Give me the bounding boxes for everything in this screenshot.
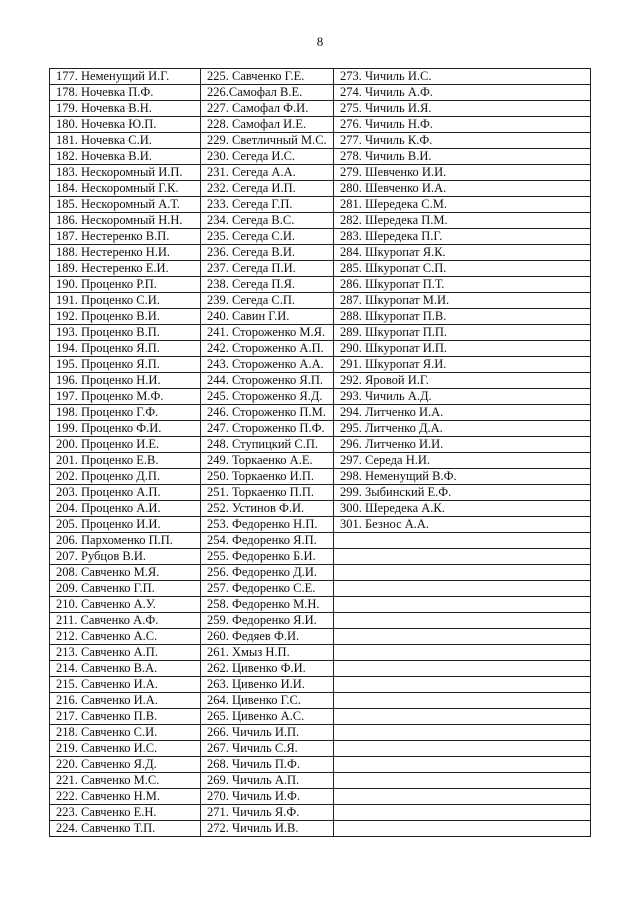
table-row xyxy=(50,69,591,85)
table-cell: 202. Проценко Д.П. xyxy=(50,469,201,485)
table-cell: 295. Литченко Д.А. xyxy=(334,421,591,437)
table-cell: 238. Сегеда П.Я. xyxy=(201,277,334,293)
table-cell: 287. Шкуропат М.И. xyxy=(334,293,591,309)
table-cell: 271. Чичиль Я.Ф. xyxy=(201,805,334,821)
table-cell: 246. Стороженко П.М. xyxy=(201,405,334,421)
table-cell: 232. Сегеда И.П. xyxy=(201,181,334,197)
table-cell xyxy=(334,709,591,725)
table-cell: 270. Чичиль И.Ф. xyxy=(201,789,334,805)
table-cell: 186. Нескоромный Н.Н. xyxy=(50,213,201,229)
table-cell: 299. Зыбинский Е.Ф. xyxy=(334,485,591,501)
table-row xyxy=(50,453,591,469)
table-cell: 189. Нестеренко Е.И. xyxy=(50,261,201,277)
table-cell: 194. Проценко Я.П. xyxy=(50,341,201,357)
table-cell: 290. Шкуропат И.П. xyxy=(334,341,591,357)
table-cell: 231. Сегеда А.А. xyxy=(201,165,334,181)
table-cell: 184. Нескоромный Г.К. xyxy=(50,181,201,197)
table-row xyxy=(50,261,591,277)
table-row xyxy=(50,629,591,645)
table-cell: 188. Нестеренко Н.И. xyxy=(50,245,201,261)
table-cell: 203. Проценко А.П. xyxy=(50,485,201,501)
table-cell: 273. Чичиль И.С. xyxy=(334,69,591,85)
table-cell: 221. Савченко М.С. xyxy=(50,773,201,789)
table-cell: 278. Чичиль В.И. xyxy=(334,149,591,165)
table-cell: 294. Литченко И.А. xyxy=(334,405,591,421)
table-cell: 268. Чичиль П.Ф. xyxy=(201,757,334,773)
table-cell: 212. Савченко А.С. xyxy=(50,629,201,645)
table-cell: 256. Федоренко Д.И. xyxy=(201,565,334,581)
table-cell: 218. Савченко С.И. xyxy=(50,725,201,741)
table-cell: 255. Федоренко Б.И. xyxy=(201,549,334,565)
table-cell: 298. Неменущий В.Ф. xyxy=(334,469,591,485)
table-cell: 253. Федоренко Н.П. xyxy=(201,517,334,533)
table-cell xyxy=(334,789,591,805)
table-cell: 259. Федоренко Я.И. xyxy=(201,613,334,629)
table-cell: 277. Чичиль К.Ф. xyxy=(334,133,591,149)
table-cell: 248. Ступицкий С.П. xyxy=(201,437,334,453)
table-cell: 201. Проценко Е.В. xyxy=(50,453,201,469)
table-cell: 197. Проценко М.Ф. xyxy=(50,389,201,405)
table-cell: 195. Проценко Я.П. xyxy=(50,357,201,373)
table-row xyxy=(50,581,591,597)
table-cell xyxy=(334,565,591,581)
table-cell: 258. Федоренко М.Н. xyxy=(201,597,334,613)
table-cell: 192. Проценко В.И. xyxy=(50,309,201,325)
table-row xyxy=(50,245,591,261)
table-row xyxy=(50,309,591,325)
table-row xyxy=(50,565,591,581)
table-cell: 233. Сегеда Г.П. xyxy=(201,197,334,213)
table-cell: 230. Сегеда И.С. xyxy=(201,149,334,165)
table-cell: 275. Чичиль И.Я. xyxy=(334,101,591,117)
table-cell xyxy=(334,741,591,757)
table-row xyxy=(50,661,591,677)
table-cell: 293. Чичиль А.Д. xyxy=(334,389,591,405)
table-cell: 239. Сегеда С.П. xyxy=(201,293,334,309)
table-row xyxy=(50,373,591,389)
table-row xyxy=(50,773,591,789)
table-row xyxy=(50,85,591,101)
table-cell: 215. Савченко И.А. xyxy=(50,677,201,693)
table-cell: 205. Проценко И.И. xyxy=(50,517,201,533)
table-cell: 288. Шкуропат П.В. xyxy=(334,309,591,325)
table-row xyxy=(50,293,591,309)
table-cell xyxy=(334,773,591,789)
table-cell: 182. Ночевка В.И. xyxy=(50,149,201,165)
table-cell: 244. Стороженко Я.П. xyxy=(201,373,334,389)
table-cell: 191. Проценко С.И. xyxy=(50,293,201,309)
table-cell: 291. Шкуропат Я.И. xyxy=(334,357,591,373)
table-row xyxy=(50,165,591,181)
table-cell: 242. Стороженко А.П. xyxy=(201,341,334,357)
table-cell xyxy=(334,725,591,741)
table-cell: 214. Савченко В.А. xyxy=(50,661,201,677)
table-cell xyxy=(334,581,591,597)
table-cell: 274. Чичиль А.Ф. xyxy=(334,85,591,101)
table-cell: 179. Ночевка В.Н. xyxy=(50,101,201,117)
table-cell: 300. Шередека А.К. xyxy=(334,501,591,517)
table-cell: 220. Савченко Я.Д. xyxy=(50,757,201,773)
table-cell: 178. Ночевка П.Ф. xyxy=(50,85,201,101)
table-cell: 229. Светличный М.С. xyxy=(201,133,334,149)
table-row xyxy=(50,213,591,229)
table-cell: 180. Ночевка Ю.П. xyxy=(50,117,201,133)
table-cell: 284. Шкуропат Я.К. xyxy=(334,245,591,261)
table-row xyxy=(50,725,591,741)
table-cell: 237. Сегеда П.И. xyxy=(201,261,334,277)
table-cell xyxy=(334,597,591,613)
table-cell: 247. Стороженко П.Ф. xyxy=(201,421,334,437)
table-cell xyxy=(334,693,591,709)
table-cell: 208. Савченко М.Я. xyxy=(50,565,201,581)
table-cell xyxy=(334,677,591,693)
table-cell: 283. Шередека П.Г. xyxy=(334,229,591,245)
table-cell: 251. Торкаенко П.П. xyxy=(201,485,334,501)
table-row xyxy=(50,341,591,357)
table-cell: 296. Литченко И.И. xyxy=(334,437,591,453)
table-cell: 223. Савченко Е.Н. xyxy=(50,805,201,821)
table-cell: 241. Стороженко М.Я. xyxy=(201,325,334,341)
table-row xyxy=(50,677,591,693)
table-row xyxy=(50,517,591,533)
table-cell: 224. Савченко Т.П. xyxy=(50,821,201,837)
table-cell: 226.Самофал В.Е. xyxy=(201,85,334,101)
table-cell: 183. Нескоромный И.П. xyxy=(50,165,201,181)
table-cell: 280. Шевченко И.А. xyxy=(334,181,591,197)
table-cell: 267. Чичиль С.Я. xyxy=(201,741,334,757)
table-cell: 216. Савченко И.А. xyxy=(50,693,201,709)
table-cell: 263. Цивенко И.И. xyxy=(201,677,334,693)
table-cell: 219. Савченко И.С. xyxy=(50,741,201,757)
table-row xyxy=(50,389,591,405)
table-row xyxy=(50,469,591,485)
table-cell xyxy=(334,629,591,645)
table-row xyxy=(50,277,591,293)
table-cell: 217. Савченко П.В. xyxy=(50,709,201,725)
table-cell: 199. Проценко Ф.И. xyxy=(50,421,201,437)
table-cell: 252. Устинов Ф.И. xyxy=(201,501,334,517)
table-cell: 227. Самофал Ф.И. xyxy=(201,101,334,117)
table-row xyxy=(50,741,591,757)
table-cell xyxy=(334,805,591,821)
table-cell xyxy=(334,661,591,677)
table-row xyxy=(50,229,591,245)
table-cell: 285. Шкуропат С.П. xyxy=(334,261,591,277)
table-row xyxy=(50,421,591,437)
table-cell: 234. Сегеда В.С. xyxy=(201,213,334,229)
table-cell: 289. Шкуропат П.П. xyxy=(334,325,591,341)
table-cell: 281. Шередека С.М. xyxy=(334,197,591,213)
table-cell xyxy=(334,645,591,661)
table-cell: 225. Савченко Г.Е. xyxy=(201,69,334,85)
table-cell: 292. Яровой И.Г. xyxy=(334,373,591,389)
table-cell: 243. Стороженко А.А. xyxy=(201,357,334,373)
table-cell: 177. Неменущий И.Г. xyxy=(50,69,201,85)
table-cell: 196. Проценко Н.И. xyxy=(50,373,201,389)
table-cell: 211. Савченко А.Ф. xyxy=(50,613,201,629)
table-cell: 286. Шкуропат П.Т. xyxy=(334,277,591,293)
table-row xyxy=(50,821,591,837)
table-cell xyxy=(334,757,591,773)
table-row xyxy=(50,597,591,613)
page-number: 8 xyxy=(316,34,324,49)
table-row xyxy=(50,645,591,661)
table-row xyxy=(50,693,591,709)
table-cell: 200. Проценко И.Е. xyxy=(50,437,201,453)
table-row xyxy=(50,357,591,373)
table-cell: 269. Чичиль А.П. xyxy=(201,773,334,789)
table-cell: 240. Савин Г.И. xyxy=(201,309,334,325)
table-row xyxy=(50,325,591,341)
table-cell: 279. Шевченко И.И. xyxy=(334,165,591,181)
table-cell: 245. Стороженко Я.Д. xyxy=(201,389,334,405)
names-table xyxy=(49,68,591,837)
table-row xyxy=(50,501,591,517)
table-row xyxy=(50,757,591,773)
table-row xyxy=(50,485,591,501)
table-row xyxy=(50,117,591,133)
table-cell: 206. Пархоменко П.П. xyxy=(50,533,201,549)
table-cell: 272. Чичиль И.В. xyxy=(201,821,334,837)
table-row xyxy=(50,437,591,453)
table-row xyxy=(50,133,591,149)
table-row xyxy=(50,613,591,629)
table-row xyxy=(50,533,591,549)
table-cell: 264. Цивенко Г.С. xyxy=(201,693,334,709)
table-cell: 185. Нескоромный А.Т. xyxy=(50,197,201,213)
table-cell: 297. Середа Н.И. xyxy=(334,453,591,469)
table-cell: 193. Проценко В.П. xyxy=(50,325,201,341)
table-cell: 213. Савченко А.П. xyxy=(50,645,201,661)
names-table-body xyxy=(50,69,591,837)
table-cell: 235. Сегеда С.И. xyxy=(201,229,334,245)
table-cell: 257. Федоренко С.Е. xyxy=(201,581,334,597)
table-cell: 207. Рубцов В.И. xyxy=(50,549,201,565)
table-cell: 228. Самофал И.Е. xyxy=(201,117,334,133)
table-cell xyxy=(334,613,591,629)
table-row xyxy=(50,709,591,725)
table-cell: 190. Проценко Р.П. xyxy=(50,277,201,293)
table-cell: 222. Савченко Н.М. xyxy=(50,789,201,805)
table-cell: 265. Цивенко А.С. xyxy=(201,709,334,725)
table-cell: 261. Хмыз Н.П. xyxy=(201,645,334,661)
table-row xyxy=(50,805,591,821)
table-cell: 210. Савченко А.У. xyxy=(50,597,201,613)
table-cell: 209. Савченко Г.П. xyxy=(50,581,201,597)
table-cell: 262. Цивенко Ф.И. xyxy=(201,661,334,677)
table-cell: 181. Ночевка С.И. xyxy=(50,133,201,149)
table-row xyxy=(50,789,591,805)
table-cell: 301. Безнос А.А. xyxy=(334,517,591,533)
table-row xyxy=(50,149,591,165)
table-cell: 187. Нестеренко В.П. xyxy=(50,229,201,245)
table-cell xyxy=(334,533,591,549)
table-cell: 250. Торкаенко И.П. xyxy=(201,469,334,485)
table-cell xyxy=(334,549,591,565)
table-cell: 266. Чичиль И.П. xyxy=(201,725,334,741)
table-cell: 254. Федоренко Я.П. xyxy=(201,533,334,549)
table-row xyxy=(50,197,591,213)
table-row xyxy=(50,181,591,197)
table-cell: 282. Шередека П.М. xyxy=(334,213,591,229)
table-cell: 236. Сегеда В.И. xyxy=(201,245,334,261)
table-row xyxy=(50,549,591,565)
table-cell: 276. Чичиль Н.Ф. xyxy=(334,117,591,133)
table-cell: 249. Торкаенко А.Е. xyxy=(201,453,334,469)
table-cell: 204. Проценко А.И. xyxy=(50,501,201,517)
table-cell: 198. Проценко Г.Ф. xyxy=(50,405,201,421)
table-cell: 260. Федяев Ф.И. xyxy=(201,629,334,645)
table-row xyxy=(50,101,591,117)
table-cell xyxy=(334,821,591,837)
table-row xyxy=(50,405,591,421)
